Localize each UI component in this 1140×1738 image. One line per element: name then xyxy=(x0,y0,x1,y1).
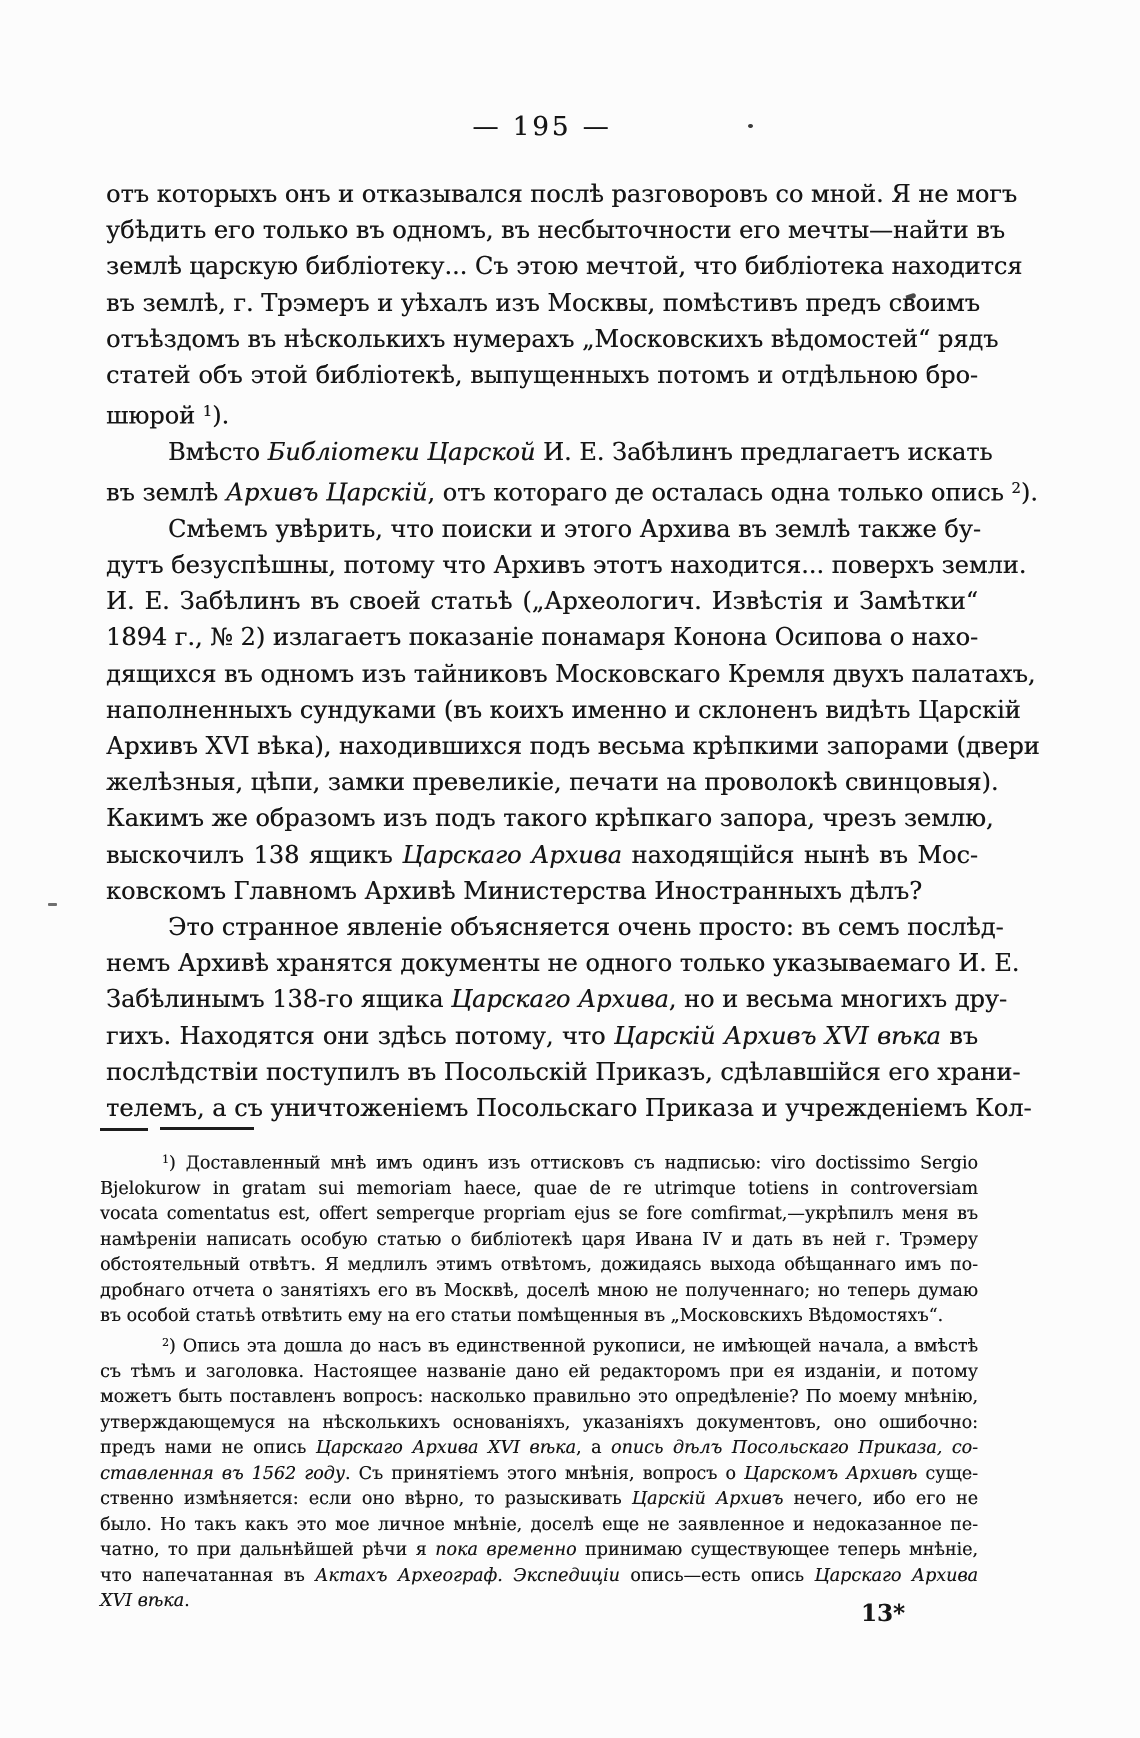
text-line xyxy=(106,1090,1032,1126)
text-segment: ковскомъ Главномъ Архивѣ Министерства Иностранныхъ дѣлъ? xyxy=(106,876,923,905)
footnote-marker: 2 xyxy=(162,1335,169,1349)
text-segment: ) Доставленный мнѣ имъ одинъ изъ оттисковъ съ надписью: viro doctissimo Sergio xyxy=(168,1153,978,1174)
text-segment: выскочилъ 138 ящикъ xyxy=(106,840,403,869)
paragraph xyxy=(106,176,1023,434)
text-segment: послѣдствіи поступилъ въ Посольскій Приказъ, сдѣлавшійся его храни- xyxy=(106,1057,1021,1086)
footnote-marker: 1 xyxy=(162,1153,169,1166)
text-segment: статей объ этой библіотекѣ, выпущенныхъ потомъ и отдѣльною бро- xyxy=(106,361,978,390)
text-line xyxy=(106,619,978,655)
text-segment: чатно, то при дальнѣйшей рѣчи я xyxy=(100,1540,436,1561)
italic-text: опись дѣлъ Посольскаго Приказа, со- xyxy=(610,1438,979,1459)
footnote-marker: 2 xyxy=(1011,479,1021,498)
text-segment: шюрой xyxy=(106,401,203,430)
text-segment: немъ Архивѣ хранятся документы не одного только указываемаго И. Е. xyxy=(106,949,1020,978)
text-segment: дящихся въ одномъ изъ тайниковъ Московскаго Кремля двухъ палатахъ, xyxy=(106,659,1036,688)
text-segment: опись—есть опись xyxy=(619,1565,815,1586)
footnote-marker: 1 xyxy=(202,402,213,421)
text-line xyxy=(106,981,1008,1017)
italic-text: Царскомъ Архивѣ xyxy=(744,1463,918,1484)
margin-mark xyxy=(48,903,57,906)
text-line xyxy=(106,212,1005,248)
signature-mark: 13* xyxy=(860,1600,905,1627)
text-segment: Bjelokurow in gratam sui memoriam haece, quae de re utrimque totiens in controversiam xyxy=(100,1178,978,1199)
text-line xyxy=(100,1411,978,1437)
text-line xyxy=(106,248,1023,284)
text-segment: отъѣздомъ въ нѣсколькихъ нумерахъ „Московскихъ вѣдомостей“ рядъ xyxy=(106,324,999,353)
italic-text: Актахъ Археограф. Экспедиціи xyxy=(315,1565,620,1586)
text-segment: убѣдить его только въ одномъ, въ несбыточности его мечты—найти въ xyxy=(106,216,1005,245)
text-line xyxy=(100,1487,978,1513)
text-segment: 1894 г., № 2) излагаетъ показаніе понамаря Конона Осипова о нахо- xyxy=(106,623,979,652)
italic-text: Царскаго Архива XVI вѣка xyxy=(315,1438,576,1459)
text-segment: въ xyxy=(940,1021,978,1050)
text-line xyxy=(106,511,981,547)
text-segment: Архивъ XVI вѣка), находившихся подъ весьма крѣпкими запорами (двери xyxy=(106,731,1040,760)
text-line xyxy=(100,1177,978,1203)
text-line xyxy=(100,1436,978,1462)
text-segment: въ землѣ, г. Трэмеръ и уѣхалъ изъ Москвы, помѣстивъ предъ своимъ xyxy=(106,288,980,317)
footnotes-block xyxy=(100,1147,978,1615)
text-line xyxy=(106,692,1021,728)
italic-text: Царскаго Архива xyxy=(402,840,622,869)
text-segment: ) Опись эта дошла до насъ въ единственной рукописи, не имѣющей начала, а вмѣстѣ xyxy=(168,1336,978,1357)
text-line xyxy=(100,1330,978,1360)
text-segment: можетъ быть поставленъ вопросъ: насколько правильно это опредѣленіе? По моему мнѣнію, xyxy=(100,1387,978,1408)
paragraph xyxy=(106,909,1032,1126)
text-segment: vocata comentatus est, offert semperque propriam ejus se fore comfirmat,—укрѣпилъ меня въ xyxy=(100,1204,978,1225)
text-segment: съ тѣмъ и заголовка. Настоящее названіе дано ей редакторомъ при ея изданіи, и потому xyxy=(100,1361,978,1382)
text-line xyxy=(106,547,1027,583)
text-segment: , а xyxy=(575,1438,611,1459)
footnote-separator xyxy=(100,1128,148,1131)
text-line xyxy=(106,583,978,619)
italic-text: Архивъ Царскій xyxy=(225,478,428,507)
page-number: — 195 — xyxy=(472,112,612,142)
text-segment: въ землѣ xyxy=(106,478,226,507)
text-line xyxy=(106,656,1036,692)
text-segment: суще- xyxy=(917,1463,978,1484)
text-segment: , отъ котораго де осталась одна только опись xyxy=(427,478,1012,507)
text-segment: нечего, ибо его не xyxy=(783,1489,978,1510)
text-line xyxy=(106,909,1004,945)
text-line xyxy=(106,800,994,836)
ink-speck-dot xyxy=(748,124,753,128)
paragraph xyxy=(100,1330,978,1615)
text-segment: телемъ, а съ уничтоженіемъ Посольскаго Приказа и учрежденіемъ Кол- xyxy=(106,1093,1032,1122)
text-line xyxy=(106,470,1038,511)
text-segment: дутъ безуспѣшны, потому что Архивъ этотъ находится... поверхъ земли. xyxy=(106,550,1027,579)
text-segment: Смѣемъ увѣрить, что поиски и этого Архива въ землѣ также бу- xyxy=(168,514,981,543)
text-line xyxy=(106,728,1040,764)
main-text-block xyxy=(106,176,1040,1126)
text-segment: предъ нами не опись xyxy=(100,1438,316,1459)
text-segment: что напечатанная въ xyxy=(100,1565,316,1586)
text-line xyxy=(100,1513,978,1539)
text-segment: И. Е. Забѣлинъ предлагаетъ искать xyxy=(535,437,993,466)
text-line xyxy=(106,357,978,393)
italic-text: ставленная въ 1562 году xyxy=(100,1463,345,1484)
text-segment: утверждающемуся на нѣсколькихъ основаніяхъ, указаніяхъ документовъ, оно ошибочно: xyxy=(100,1412,978,1433)
text-segment: . Съ принятіемъ этого мнѣнія, вопросъ о xyxy=(344,1463,745,1484)
italic-text: пока временно xyxy=(435,1540,577,1561)
text-line xyxy=(106,321,999,357)
text-line xyxy=(100,1304,978,1330)
text-line xyxy=(100,1253,978,1279)
text-segment: желѣзныя, цѣпи, замки превеликіе, печати на проволокѣ свинцовыя). xyxy=(106,768,999,797)
text-line xyxy=(100,1279,978,1305)
text-line xyxy=(100,1385,978,1411)
text-segment: ственно измѣняется: если оно вѣрно, то разыскивать xyxy=(100,1489,632,1510)
text-segment: И. Е. Забѣлинъ въ своей статьѣ („Археологич. Извѣстія и Замѣтки“ xyxy=(106,587,978,616)
text-line xyxy=(100,1228,978,1254)
text-segment: Вмѣсто xyxy=(168,437,268,466)
italic-text: XVI вѣка xyxy=(100,1591,185,1612)
text-segment: Какимъ же образомъ изъ подъ такого крѣпкаго запора, чрезъ землю, xyxy=(106,804,994,833)
text-segment: ). xyxy=(1020,478,1038,507)
text-line xyxy=(100,1360,978,1386)
text-segment: Забѣлинымъ 138-го ящика xyxy=(106,985,452,1014)
text-line xyxy=(100,1564,978,1590)
italic-text: Библіотеки Царской xyxy=(267,437,536,466)
text-segment: наполненныхъ сундуками (въ коихъ именно и склоненъ видѣть Царскій xyxy=(106,695,1021,724)
text-line xyxy=(106,176,1018,212)
text-segment: въ особой статьѣ отвѣтить ему на его статьи помѣщенныя въ „Московскихъ Вѣдомостяхъ“. xyxy=(100,1306,944,1327)
text-line xyxy=(106,873,978,909)
text-line xyxy=(106,1018,978,1054)
text-segment: Это странное явленіе объясняется очень просто: въ семъ послѣд- xyxy=(168,912,1004,941)
italic-text: Царскаго Архива xyxy=(451,985,669,1014)
italic-text: Царскаго Архива xyxy=(814,1565,978,1586)
footnote-separator xyxy=(160,1127,254,1130)
text-segment: находящійся нынѣ въ Мос- xyxy=(621,840,978,869)
text-line xyxy=(100,1462,978,1488)
italic-text: Царскій Архивъ XVI вѣка xyxy=(613,1021,941,1050)
text-line xyxy=(100,1147,978,1177)
text-segment: намѣреніи написать особую статью о библіотекѣ царя Ивана IV и дать въ ней г. Трэмеру xyxy=(100,1229,978,1250)
paragraph xyxy=(106,434,1038,511)
text-segment: принимаю существующее теперь мнѣніе, xyxy=(576,1540,978,1561)
text-line xyxy=(100,1538,978,1564)
text-line xyxy=(106,764,999,800)
italic-text: Царскій Архивъ xyxy=(631,1489,784,1510)
paragraph xyxy=(100,1147,978,1330)
text-line xyxy=(106,393,978,434)
text-line xyxy=(106,285,978,321)
text-segment: землѣ царскую библіотеку... Съ этою мечтой, что библіотека находится xyxy=(106,252,1023,281)
text-segment: дробнаго отчета о занятіяхъ его въ Москвѣ, доселѣ мною не полученнаго; но теперь думаю xyxy=(100,1280,978,1301)
text-segment: было. Но такъ какъ это мое личное мнѣніе, доселѣ еще не заявленное и недоказанное пе- xyxy=(100,1514,978,1535)
text-segment: . xyxy=(184,1591,190,1612)
text-line xyxy=(106,837,978,873)
text-segment: , но и весьма многихъ дру- xyxy=(668,985,1008,1014)
text-line xyxy=(106,1054,1021,1090)
text-segment: обстоятельный отвѣтъ. Я медлилъ этимъ отвѣтомъ, дожидаясь выхода обѣщаннаго имъ по- xyxy=(100,1255,978,1276)
text-segment: гихъ. Находятся они здѣсь потому, что xyxy=(106,1021,614,1050)
text-line xyxy=(106,945,1020,981)
paragraph xyxy=(106,511,1040,909)
text-line xyxy=(106,434,993,470)
text-segment: отъ которыхъ онъ и отказывался послѣ разговоровъ со мной. Я не могъ xyxy=(106,180,1018,208)
text-line xyxy=(100,1202,978,1228)
text-segment: ). xyxy=(212,401,230,430)
